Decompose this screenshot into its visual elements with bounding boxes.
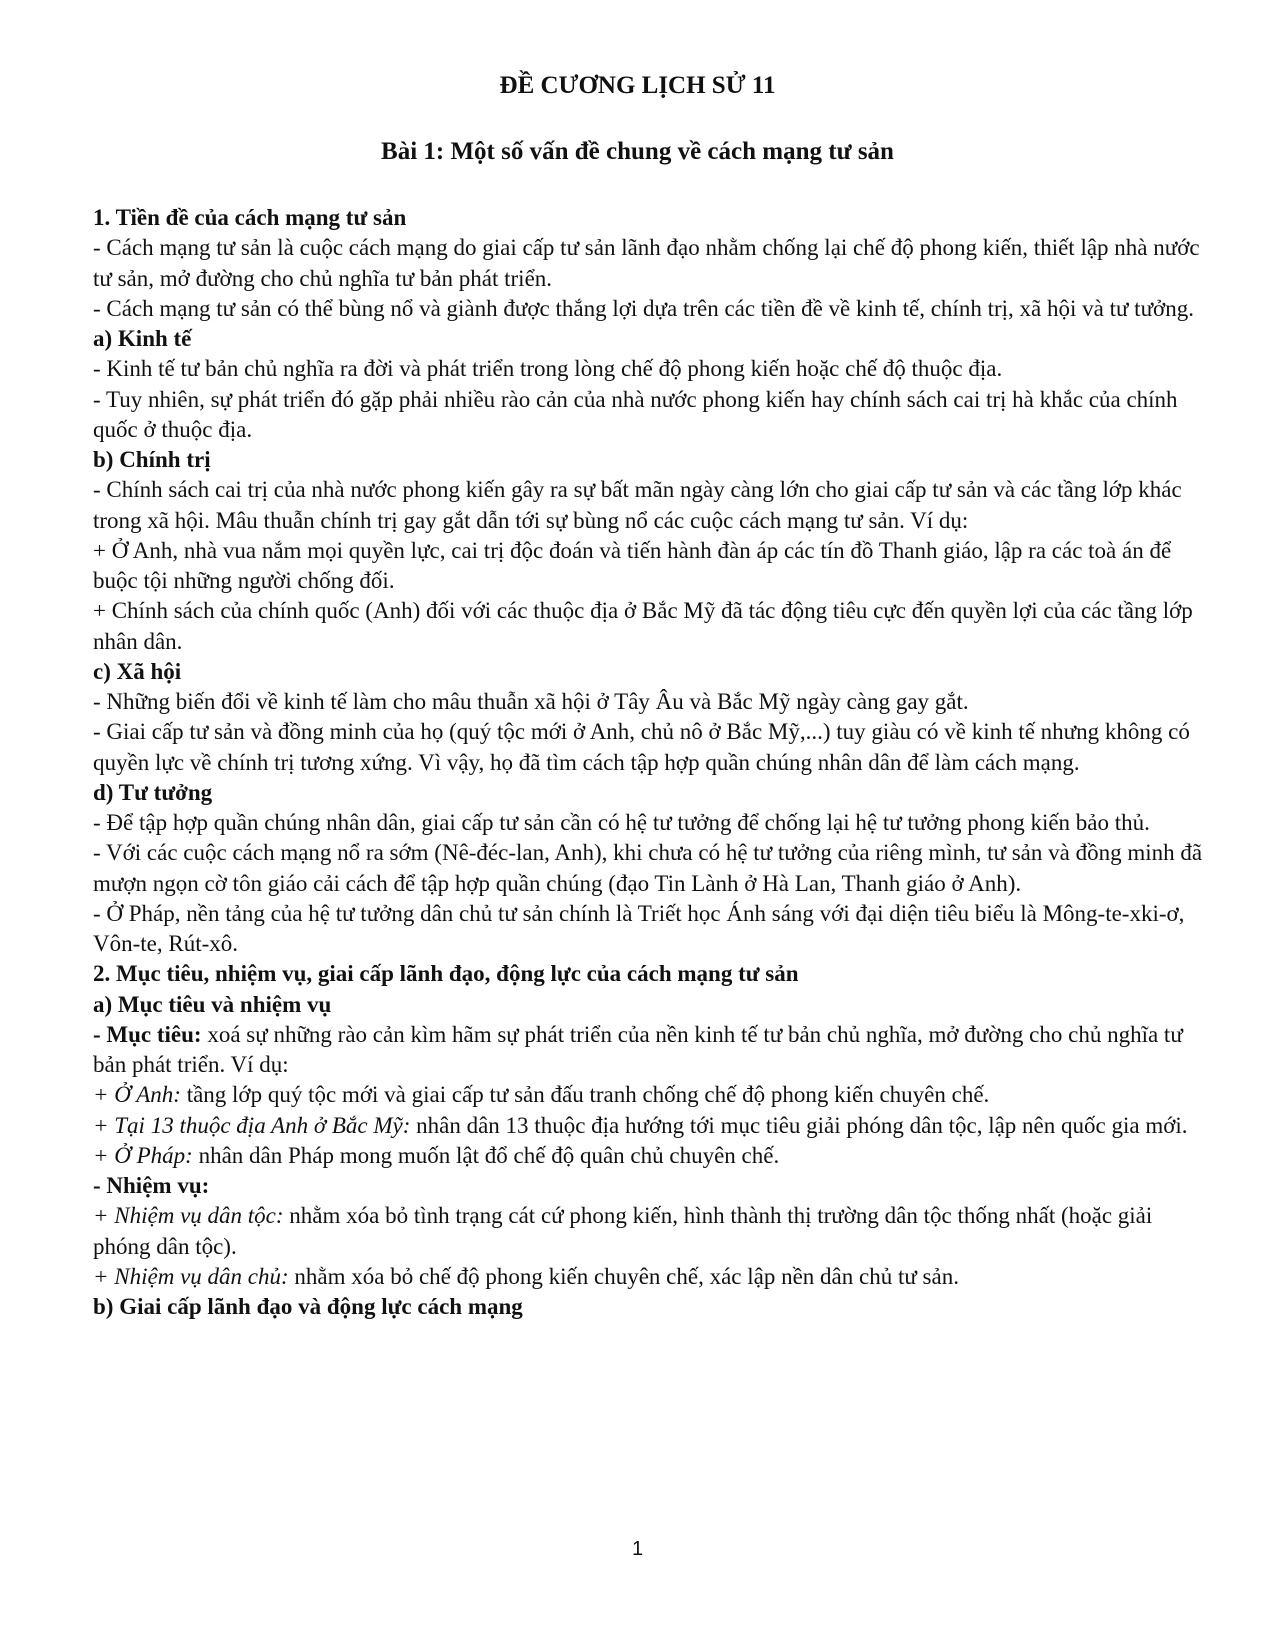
goal-text: xoá sự những rào cản kìm hãm sự phát triển của nền kinh tế tư bản chủ nghĩa, mở đường cho chủ nghĩa tư bản phát triển. Ví dụ: — [93, 1021, 1183, 1077]
example-text: nhân dân 13 thuộc địa hướng tới mục tiêu giải phóng dân tộc, lập nên quốc gia mới. — [410, 1112, 1188, 1138]
task-text: nhằm xóa bỏ tình trạng cát cứ phong kiến, hình thành thị trường dân tộc thống nhất (hoặc giải phóng dân tộc). — [93, 1203, 1153, 1259]
paragraph — [93, 1141, 1208, 1171]
paragraph: - Tuy nhiên, sự phát triển đó gặp phải nhiều rào cản của nhà nước phong kiến hay chính sách cai trị hà khắc của chính quốc ở thuộc địa. — [93, 386, 1178, 442]
subsection-heading: a) Kinh tế — [93, 326, 192, 351]
paragraph — [93, 1020, 1208, 1081]
paragraph: - Ở Pháp, nền tảng của hệ tư tưởng dân chủ tư sản chính là Triết học Ánh sáng với đại diện tiêu biểu là Mông-te-xki-ơ, Vôn-te, Rút-xô. — [93, 900, 1185, 956]
paragraph: + Chính sách của chính quốc (Anh) đối với các thuộc địa ở Bắc Mỹ đã tác động tiêu cực đến quyền lợi của các tầng lớp nhân dân. — [93, 598, 1193, 654]
example-label: + Ở Anh: — [93, 1082, 181, 1108]
example-text: tầng lớp quý tộc mới và giai cấp tư sản đấu tranh chống chế độ phong kiến chuyên chế. — [180, 1082, 990, 1108]
goal-label: - Mục tiêu: — [93, 1021, 202, 1047]
section-heading: 2. Mục tiêu, nhiệm vụ, giai cấp lãnh đạo, động lực của cách mạng tư sản — [93, 961, 799, 987]
paragraph — [93, 1111, 1208, 1141]
subsection-heading: c) Xã hội — [93, 658, 182, 684]
subsection-heading: b) Giai cấp lãnh đạo và động lực cách mạng — [93, 1294, 523, 1319]
example-label: + Ở Pháp: — [93, 1142, 193, 1168]
paragraph: - Cách mạng tư sản có thể bùng nổ và giành được thắng lợi dựa trên các tiền đề về kinh tế, chính trị, xã hội và tư tưởng. — [93, 295, 1194, 321]
subsection-heading: a) Mục tiêu và nhiệm vụ — [93, 991, 332, 1017]
example-text: nhân dân Pháp mong muốn lật đổ chế độ quân chủ chuyên chế. — [192, 1142, 780, 1168]
subsection-heading: d) Tư tưởng — [93, 779, 213, 805]
paragraph: - Giai cấp tư sản và đồng minh của họ (quý tộc mới ở Anh, chủ nô ở Bắc Mỹ,...) tuy giàu có về kinh tế nhưng không có quyền lực về chính trị tương xứng. Vì vậy, họ đã tìm cách tập hợp quần chúng nhân dân để làm cách mạng. — [93, 719, 1190, 775]
task-label: + Nhiệm vụ dân tộc: — [93, 1203, 284, 1229]
example-label: + Tại 13 thuộc địa Anh ở Bắc Mỹ: — [93, 1112, 411, 1138]
paragraph — [93, 1262, 1208, 1292]
document-body — [93, 203, 1208, 1322]
paragraph: - Cách mạng tư sản là cuộc cách mạng do giai cấp tư sản lãnh đạo nhằm chống lại chế độ phong kiến, thiết lập nhà nước tư sản, mở đường cho chủ nghĩa tư bản phát triển. — [93, 235, 1200, 291]
paragraph: - Để tập hợp quần chúng nhân dân, giai cấp tư sản cần có hệ tư tưởng để chống lại hệ tư tưởng phong kiến bảo thủ. — [93, 810, 1150, 835]
paragraph: - Kinh tế tư bản chủ nghĩa ra đời và phát triển trong lòng chế độ phong kiến hoặc chế độ thuộc địa. — [93, 356, 1003, 382]
task-text: nhằm xóa bỏ chế độ phong kiến chuyên chế, xác lập nền dân chủ tư sản. — [288, 1263, 959, 1289]
paragraph: - Chính sách cai trị của nhà nước phong kiến gây ra sự bất mãn ngày càng lớn cho giai cấp tư sản và các tầng lớp khác trong xã hội. Mâu thuẫn chính trị gay gắt dẫn tới sự bùng nổ các cuộc cách mạng tư sản. Ví dụ: — [93, 477, 1182, 533]
paragraph — [93, 1201, 1208, 1262]
document-title: ĐỀ CƯƠNG LỊCH SỬ 11 — [499, 72, 776, 99]
task-label: - Nhiệm vụ: — [93, 1173, 210, 1198]
lesson-title: Bài 1: Một số vấn đề chung về cách mạng tư sản — [381, 138, 894, 165]
subsection-heading: b) Chính trị — [93, 447, 211, 472]
section-heading: 1. Tiền đề của cách mạng tư sản — [93, 205, 407, 230]
paragraph: + Ở Anh, nhà vua nắm mọi quyền lực, cai trị độc đoán và tiến hành đàn áp các tín đồ Thanh giáo, lập ra các toà án để buộc tội những người chống đối. — [93, 537, 1172, 593]
paragraph: - Những biến đổi về kinh tế làm cho mâu thuẫn xã hội ở Tây Âu và Bắc Mỹ ngày càng gay gắt. — [93, 689, 969, 714]
task-label: + Nhiệm vụ dân chủ: — [93, 1263, 289, 1289]
paragraph: - Với các cuộc cách mạng nổ ra sớm (Nê-đéc-lan, Anh), khi chưa có hệ tư tưởng của riêng mình, tư sản và đồng minh đã mượn ngọn cờ tôn giáo cải cách để tập hợp quần chúng (đạo Tin Lành ở Hà Lan, Thanh giáo ở Anh). — [93, 840, 1203, 896]
paragraph — [93, 1080, 1208, 1110]
page-number: 1 — [631, 1538, 644, 1560]
